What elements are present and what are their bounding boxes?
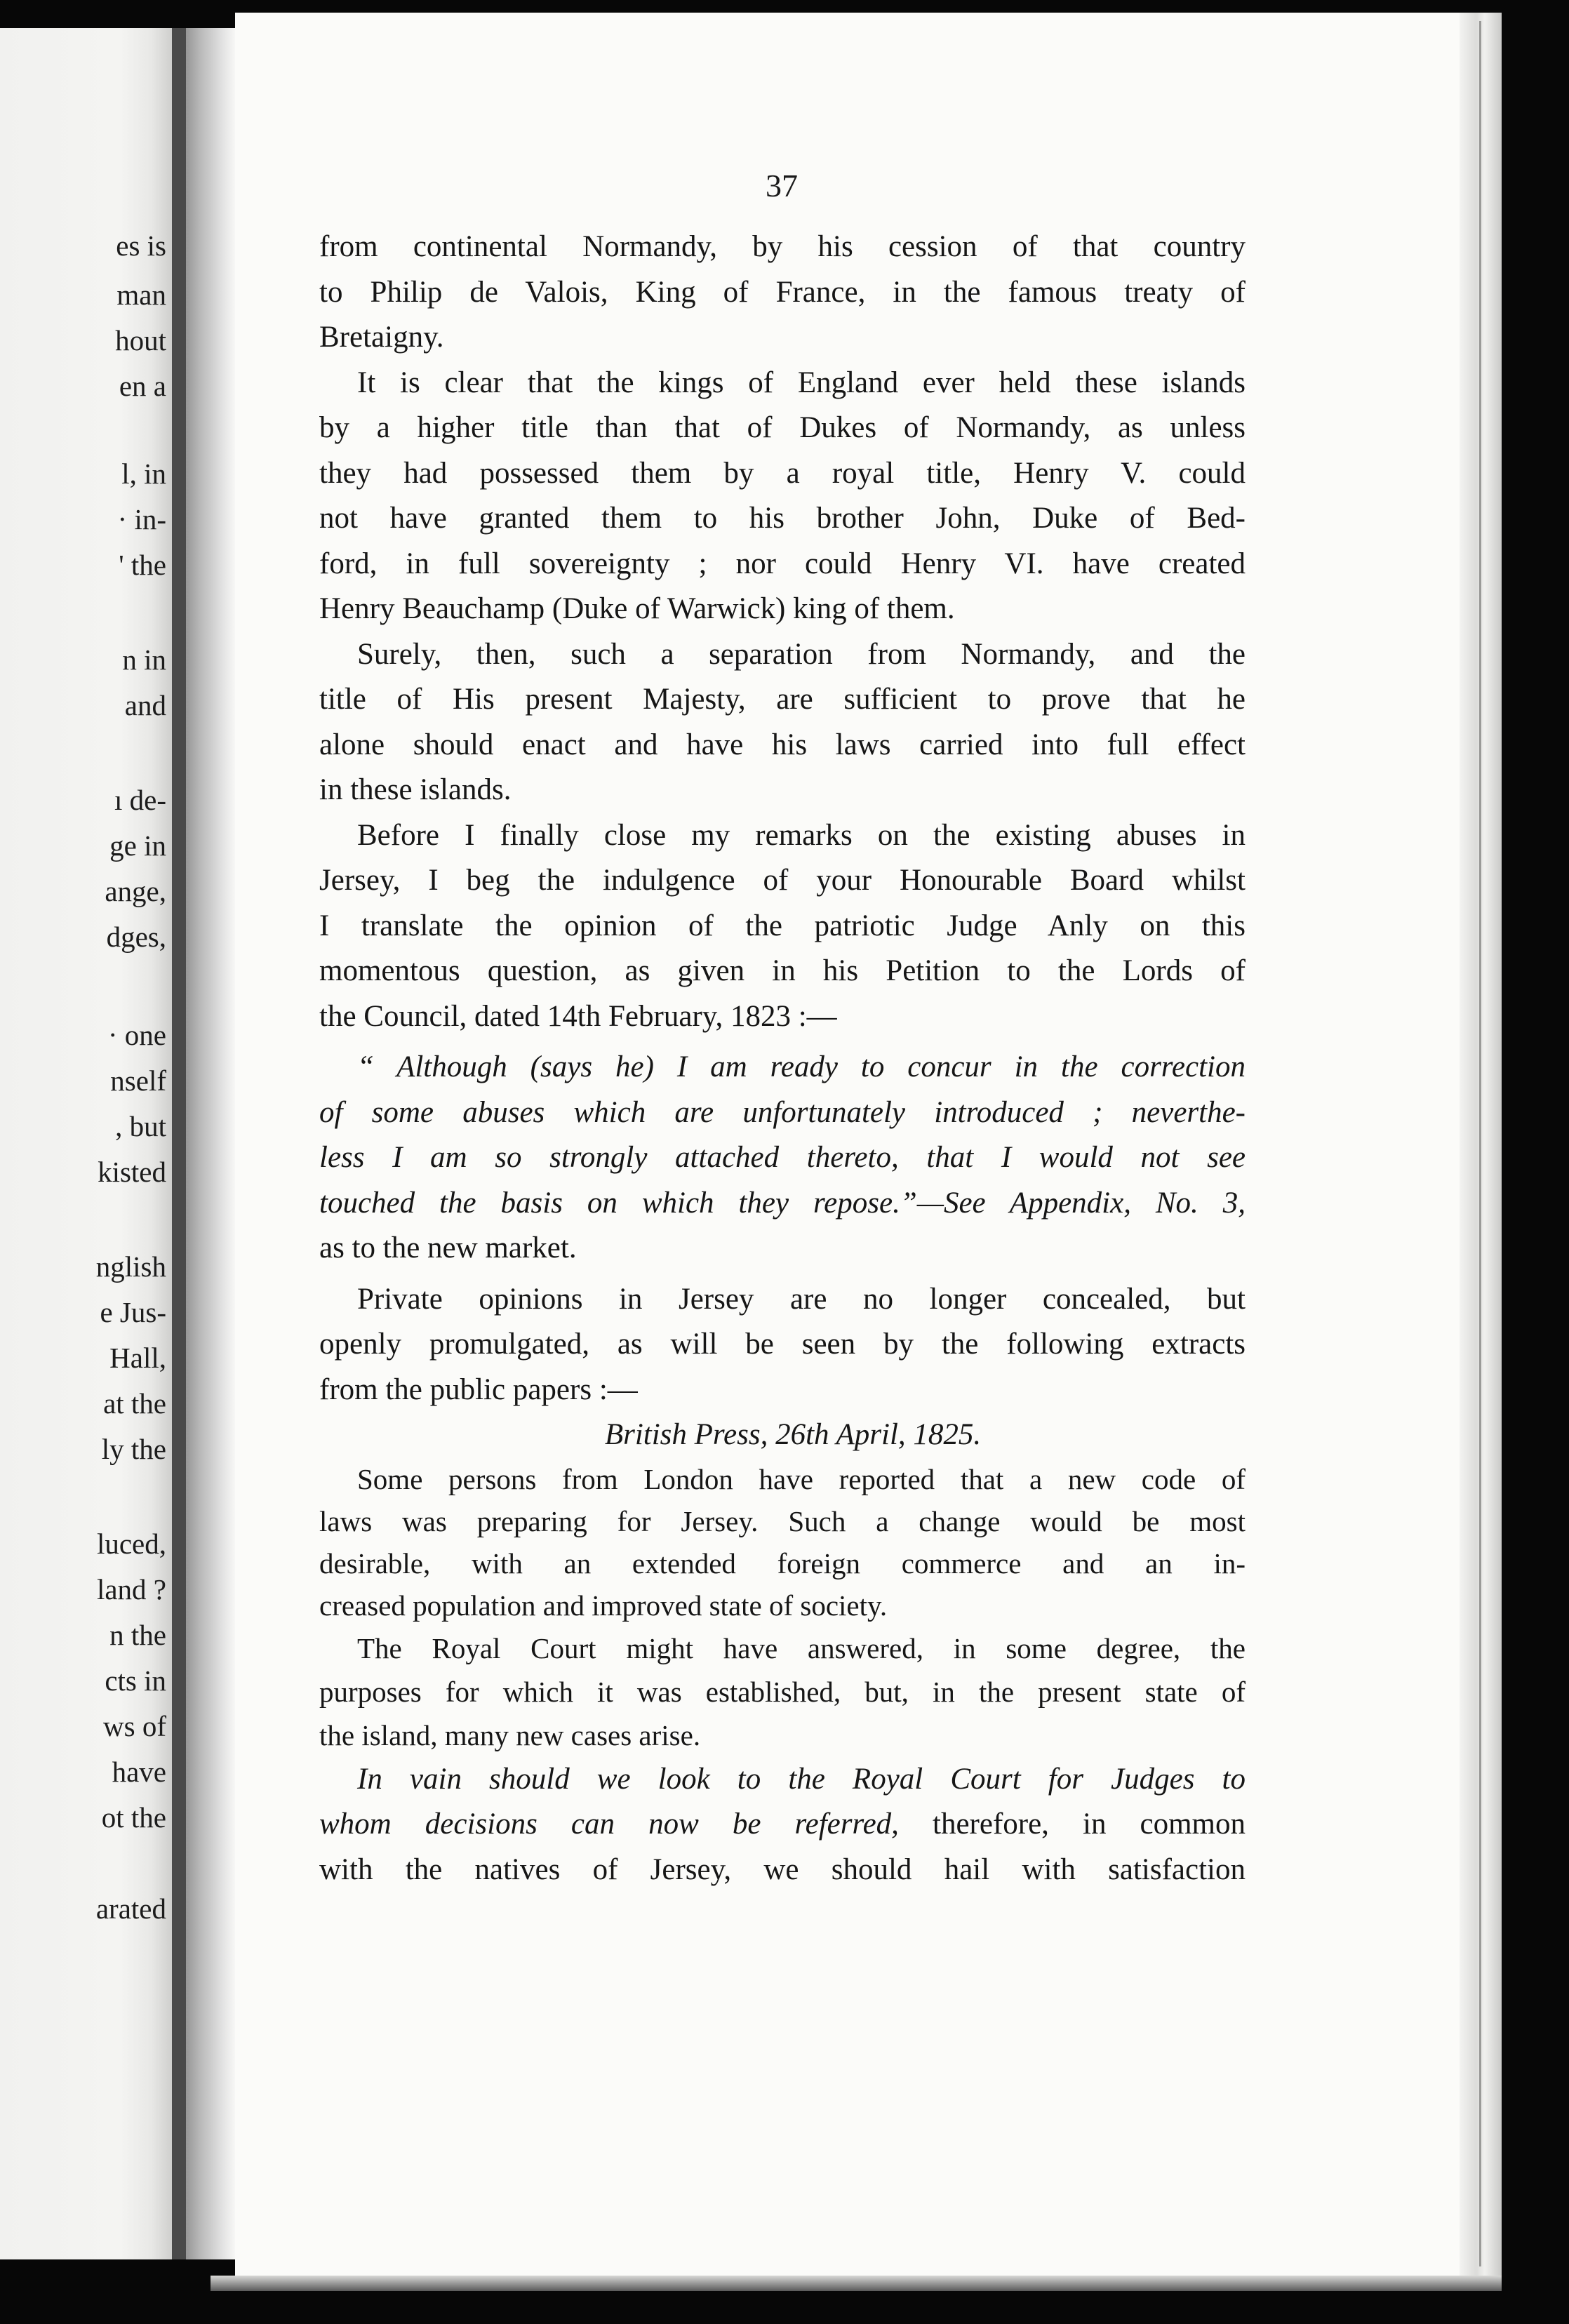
page-edge-line — [1479, 21, 1481, 2266]
text-line: as to the new market. — [319, 1231, 577, 1264]
previous-page-text-fragment: ge in — [109, 829, 166, 862]
text-line: I translate the opinion of the patriotic Judge Anly on this — [319, 909, 1246, 942]
text-line: Private opinions in Jersey are no longer concealed, but — [357, 1282, 1246, 1316]
page-bottom-edge — [211, 2276, 1502, 2291]
text-line: purposes for which it was established, but, in the present state of — [319, 1675, 1246, 1708]
previous-page-text-fragment: es is — [116, 229, 166, 262]
text-line: desirable, with an extended foreign commerce and an in- — [319, 1547, 1246, 1580]
text-line: It is clear that the kings of England ever held these islands — [357, 366, 1246, 399]
text-line: in these islands. — [319, 773, 512, 806]
text-line: In vain should we look to the Royal Court for Judges to — [357, 1762, 1246, 1796]
text-line: The Royal Court might have answered, in some degree, the — [357, 1631, 1246, 1664]
previous-page-text-fragment: ly the — [101, 1433, 166, 1465]
text-line: momentous question, as given in his Petition to the Lords of — [319, 954, 1246, 987]
text-line: “ Although (says he) I am ready to concur in the correction — [357, 1050, 1246, 1083]
paragraph-6 — [319, 1458, 1246, 1627]
previous-page-text-fragment: ange, — [105, 875, 166, 907]
text-line: Some persons from London have reported that a new code of — [357, 1462, 1246, 1495]
paragraph-1 — [319, 225, 1246, 361]
previous-page-text-fragment: n in — [122, 643, 166, 676]
previous-page-text-fragment: n the — [109, 1619, 166, 1651]
previous-page-text-fragment: and — [124, 689, 166, 721]
previous-page-text-fragment: arated — [95, 1892, 166, 1925]
previous-page-text-fragment: ' the — [119, 549, 166, 581]
paragraph-2 — [319, 361, 1246, 632]
previous-page-text-fragment: l, in — [121, 458, 166, 490]
text-line: the island, many new cases arise. — [319, 1718, 701, 1751]
text-line: Jersey, I beg the indulgence of your Honourable Board whilst — [319, 864, 1246, 897]
paragraph-7 — [319, 1627, 1246, 1757]
previous-page-text-fragment: · one — [107, 1019, 166, 1051]
text-line: Surely, then, such a separation from Normandy, and the — [357, 637, 1246, 671]
paragraph-8 — [319, 1757, 1246, 1893]
previous-page-text-fragment: cts in — [105, 1664, 166, 1697]
text-line: creased population and improved state of society. — [319, 1589, 888, 1622]
text-line: the Council, dated 14th February, 1823 :— — [319, 999, 837, 1033]
previous-page-text-fragment: kisted — [98, 1156, 166, 1188]
previous-page-text-fragment: at the — [103, 1387, 166, 1420]
previous-page-text-fragment: , but — [115, 1110, 166, 1142]
text-line: to Philip de Valois, King of France, in the famous treaty of — [319, 275, 1246, 309]
text-line: openly promulgated, as will be seen by the following extracts — [319, 1328, 1246, 1361]
text-line: Henry Beauchamp (Duke of Warwick) king of them. — [319, 592, 955, 625]
previous-page-text-fragment: · in- — [117, 503, 166, 535]
text-line: ford, in full sovereignty ; nor could Henry VI. have created — [319, 547, 1246, 580]
text-line: from continental Normandy, by his cession of that country — [319, 230, 1246, 263]
previous-page-text-fragment: en a — [119, 370, 166, 402]
quotation — [319, 1045, 1246, 1271]
previous-page-text-fragment: luced, — [96, 1528, 166, 1560]
text-line: Before I finally close my remarks on the existing abuses in — [357, 818, 1246, 852]
page-number: 37 — [766, 168, 798, 203]
previous-page-text-fragment: ı de- — [114, 784, 166, 816]
gutter-shadow — [172, 28, 186, 2259]
paragraph-3 — [319, 632, 1246, 813]
text-line: title of His present Majesty, are sufficient to prove that he — [319, 683, 1246, 716]
previous-page-edge — [0, 28, 172, 2259]
italic-fragment: whom decisions can now be referred, — [319, 1808, 899, 1841]
text-line: with the natives of Jersey, we should hail with satisfaction — [319, 1852, 1246, 1886]
text-line: not have granted them to his brother John, Duke of Bed- — [319, 502, 1246, 535]
previous-page-text-fragment: hout — [115, 324, 166, 356]
previous-page-text-fragment: e Jus- — [100, 1296, 166, 1328]
text-line: laws was preparing for Jersey. Such a change would be most — [319, 1504, 1246, 1537]
text-line: Bretaigny. — [319, 321, 444, 354]
text-fragment: therefore, in common — [933, 1808, 1246, 1841]
previous-page-text-fragment: nself — [110, 1064, 166, 1097]
text-line: they had possessed them by a royal title, Henry V. could — [319, 456, 1246, 490]
text-line: less I am so strongly attached thereto, that I would not see — [319, 1141, 1246, 1174]
previous-page-text-fragment: land ? — [96, 1573, 166, 1605]
previous-page-text-fragment: ws of — [103, 1710, 166, 1742]
body-text — [319, 225, 1246, 1892]
previous-page-text-fragment: Hall, — [109, 1342, 166, 1374]
previous-page-text-fragment: nglish — [95, 1250, 166, 1283]
previous-page-text-fragment: dges, — [106, 921, 166, 953]
text-line: of some abuses which are unfortunately introduced ; neverthe- — [319, 1095, 1246, 1129]
paragraph-4 — [319, 813, 1246, 1040]
previous-page-text-fragment: have — [112, 1756, 166, 1788]
previous-page-text-fragment: ot the — [101, 1801, 166, 1834]
text-line: from the public papers :— — [319, 1373, 638, 1406]
newspaper-heading: British Press, 26th April, 1825. — [604, 1418, 982, 1451]
text-line — [319, 1802, 1246, 1848]
paragraph-5 — [319, 1277, 1246, 1413]
text-line: alone should enact and have his laws carried into full effect — [319, 728, 1246, 761]
text-line: by a higher title than that of Dukes of Normandy, as unless — [319, 411, 1246, 444]
text-line: touched the basis on which they repose.”—See Appendix, No. 3, — [319, 1186, 1246, 1220]
previous-page-text-fragment: man — [116, 279, 166, 311]
